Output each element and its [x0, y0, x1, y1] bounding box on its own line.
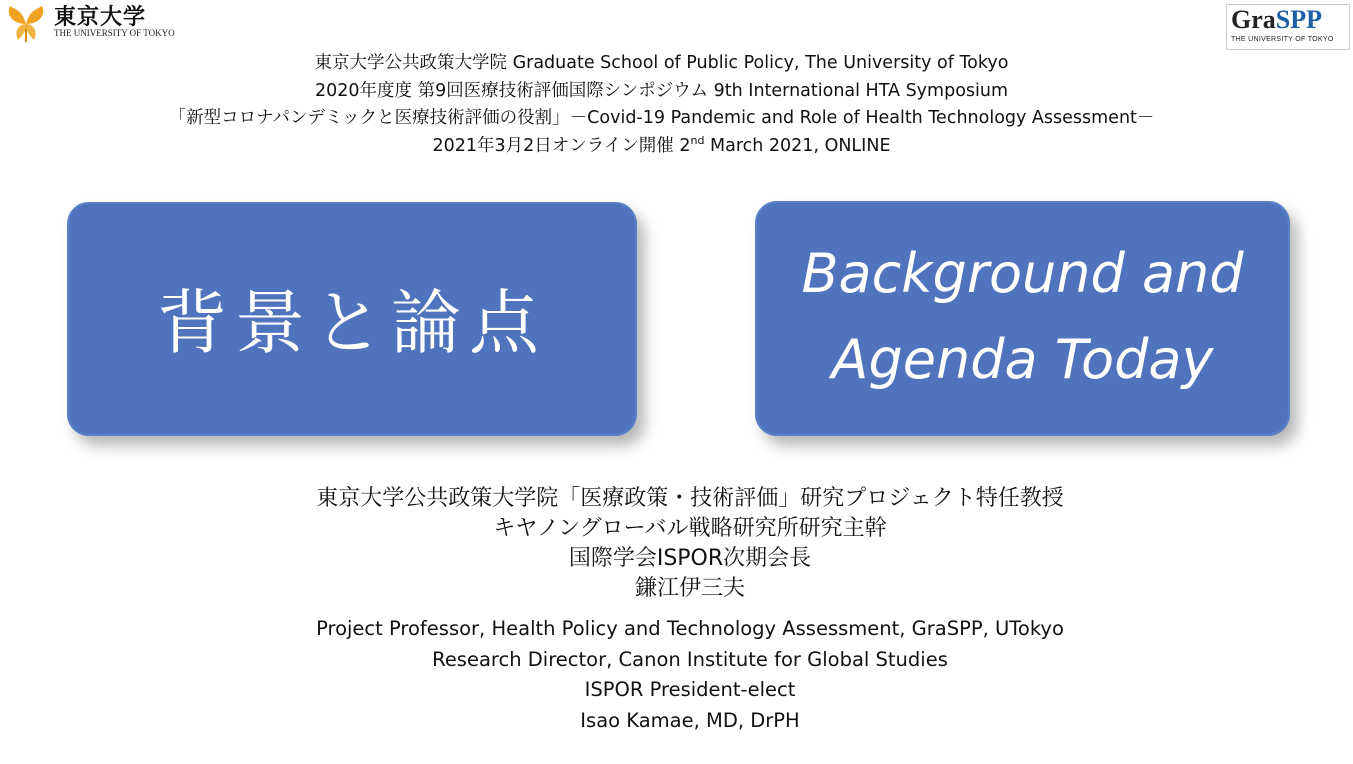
speaker-role-jp: 国際学会ISPOR次期会長: [568, 546, 812, 571]
graspp-subtitle: THE UNIVERSITY OF TOKYO: [1231, 36, 1334, 43]
graspp-wordmark-main: Gra: [1231, 5, 1276, 34]
utokyo-logo: [4, 2, 174, 44]
speaker-info: [0, 484, 1353, 736]
speaker-name-en: Isao Kamae, MD, DrPH: [580, 708, 800, 732]
title-box-en: [755, 201, 1290, 436]
header-line-symposium: 2020年度度 第9回医療技術評価国際シンポジウム 9th International HTA Symposium: [314, 80, 1009, 101]
title-en-line2: Agenda Today: [831, 328, 1214, 391]
header-date-suffix: March 2021, ONLINE: [704, 135, 891, 156]
title-box-jp: [67, 202, 637, 436]
title-en: [755, 231, 1290, 403]
title-en-line1: Background and: [801, 242, 1244, 305]
utokyo-name-jp: 東京大学: [54, 4, 147, 30]
graspp-wordmark-accent: SPP: [1275, 5, 1322, 34]
header-line-theme: 「新型コロナパンデミックと医療技術評価の役割」－Covid-19 Pandemic and Role of Health Technology Assessment－: [168, 108, 1155, 128]
speaker-info-en: [0, 614, 1353, 736]
header-date-prefix: 2021年3月2日オンライン開催 2: [432, 135, 691, 156]
symposium-header: [0, 50, 1323, 160]
speaker-affiliation-jp: キヤノングローバル戦略研究所研究主幹: [493, 516, 887, 541]
header-line-date: [0, 133, 1323, 161]
speaker-role-en: ISPOR President-elect: [584, 678, 796, 701]
speaker-name-jp: 鎌江伊三夫: [634, 576, 745, 601]
speaker-affiliation-en: Project Professor, Health Policy and Technology Assessment, GraSPP, UTokyo: [316, 617, 1064, 640]
graspp-wordmark: [1231, 5, 1322, 35]
utokyo-name-en: THE UNIVERSITY OF TOKYO: [54, 28, 175, 38]
header-date-ordinal: nd: [690, 133, 705, 147]
speaker-affiliation-en: Research Director, Canon Institute for Global Studies: [432, 647, 948, 671]
graspp-logo: [1226, 4, 1350, 50]
header-line-school: 東京大学公共政策大学院 Graduate School of Public Policy, The University of Tokyo: [314, 53, 1009, 73]
ginkgo-emblem-icon: [4, 2, 48, 44]
title-jp: 背景と論点: [157, 282, 547, 364]
speaker-affiliation-jp: 東京大学公共政策大学院「医療政策・技術評価」研究プロジェクト特任教授: [316, 486, 1064, 511]
